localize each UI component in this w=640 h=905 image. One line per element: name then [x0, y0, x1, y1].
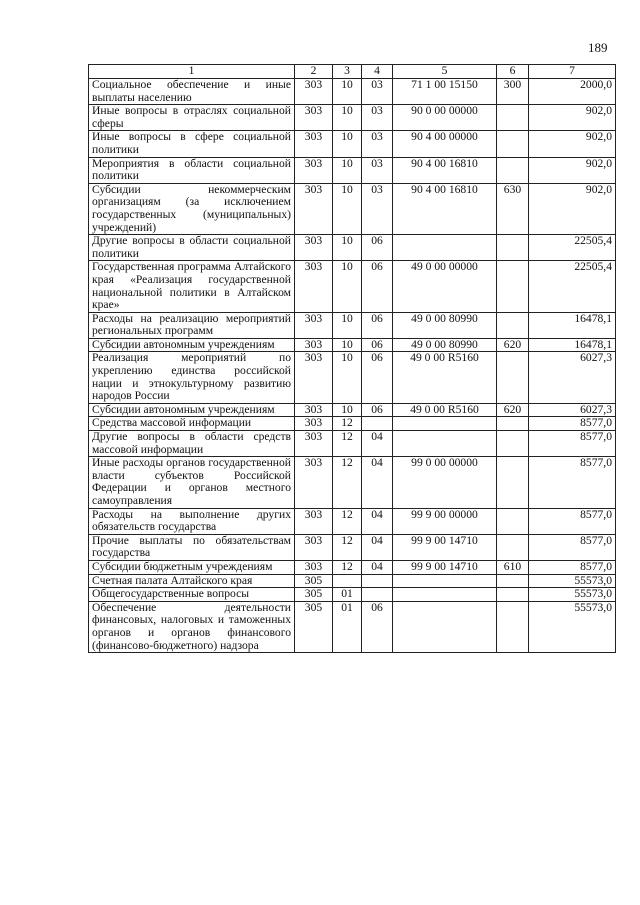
table-row	[89, 588, 616, 602]
row-name: Иные расходы органов государственной власти субъектов Российской Федерации и органов местного самоуправления	[89, 457, 295, 508]
row-code-6	[497, 105, 529, 131]
row-name: Мероприятия в области социальной политики	[89, 157, 295, 183]
row-code-2: 303	[295, 131, 333, 157]
row-name: Другие вопросы в области средств массовой информации	[89, 431, 295, 457]
row-code-3: 01	[333, 588, 362, 602]
row-code-3: 10	[333, 312, 362, 338]
row-code-3: 10	[333, 403, 362, 417]
row-code-6	[497, 417, 529, 431]
row-amount: 8577,0	[529, 457, 616, 508]
row-code-3: 01	[333, 601, 362, 652]
row-amount: 6027,3	[529, 352, 616, 403]
row-code-5: 49 0 00 R5160	[393, 352, 497, 403]
row-code-4: 06	[362, 601, 393, 652]
row-code-5: 90 4 00 16810	[393, 183, 497, 234]
row-code-6: 630	[497, 183, 529, 234]
row-code-2: 303	[295, 261, 333, 312]
row-name: Государственная программа Алтайского края «Реализация государственной национальной политики в Алтайском крае»	[89, 261, 295, 312]
row-code-5	[393, 235, 497, 261]
row-code-4	[362, 417, 393, 431]
row-code-2: 303	[295, 235, 333, 261]
row-code-2: 303	[295, 508, 333, 534]
row-amount: 8577,0	[529, 508, 616, 534]
row-code-6	[497, 457, 529, 508]
column-header: 7	[529, 65, 616, 79]
row-name: Социальное обеспечение и иные выплаты населению	[89, 79, 295, 105]
row-code-2: 303	[295, 560, 333, 574]
row-code-5	[393, 601, 497, 652]
row-code-3: 10	[333, 352, 362, 403]
row-amount: 902,0	[529, 105, 616, 131]
row-name: Иные вопросы в сфере социальной политики	[89, 131, 295, 157]
row-code-4: 06	[362, 261, 393, 312]
row-code-4: 03	[362, 105, 393, 131]
row-code-5: 49 0 00 R5160	[393, 403, 497, 417]
row-amount: 22505,4	[529, 261, 616, 312]
row-code-3: 10	[333, 105, 362, 131]
row-code-4: 06	[362, 235, 393, 261]
row-code-5: 49 0 00 00000	[393, 261, 497, 312]
row-amount: 16478,1	[529, 312, 616, 338]
row-code-2: 305	[295, 588, 333, 602]
row-code-4: 04	[362, 508, 393, 534]
row-name: Общегосударственные вопросы	[89, 588, 295, 602]
row-code-3: 12	[333, 534, 362, 560]
row-code-3: 10	[333, 235, 362, 261]
column-header: 3	[333, 65, 362, 79]
table-row	[89, 508, 616, 534]
row-code-6	[497, 508, 529, 534]
row-amount: 902,0	[529, 157, 616, 183]
table-row	[89, 338, 616, 352]
row-code-4	[362, 574, 393, 588]
row-code-5	[393, 417, 497, 431]
column-header: 6	[497, 65, 529, 79]
row-code-3: 10	[333, 261, 362, 312]
row-code-6	[497, 352, 529, 403]
row-amount: 6027,3	[529, 403, 616, 417]
row-code-3: 12	[333, 417, 362, 431]
row-code-4: 04	[362, 431, 393, 457]
row-name: Расходы на выполнение других обязательств государства	[89, 508, 295, 534]
row-code-2: 303	[295, 534, 333, 560]
row-code-2: 305	[295, 574, 333, 588]
row-amount: 902,0	[529, 131, 616, 157]
table-row	[89, 601, 616, 652]
table-row	[89, 261, 616, 312]
row-code-6	[497, 574, 529, 588]
row-code-2: 303	[295, 352, 333, 403]
row-name: Субсидии некоммерческим организациям (за исключением государственных (муниципальных) учреждений)	[89, 183, 295, 234]
row-name: Счетная палата Алтайского края	[89, 574, 295, 588]
table-header-row	[89, 65, 616, 79]
row-code-3: 10	[333, 131, 362, 157]
row-code-6	[497, 601, 529, 652]
table-row	[89, 183, 616, 234]
row-code-5: 49 0 00 80990	[393, 338, 497, 352]
row-code-2: 303	[295, 157, 333, 183]
table-row	[89, 431, 616, 457]
table-row	[89, 534, 616, 560]
row-code-5	[393, 431, 497, 457]
row-amount: 8577,0	[529, 417, 616, 431]
row-code-4: 03	[362, 183, 393, 234]
row-code-6: 620	[497, 338, 529, 352]
row-code-5: 99 9 00 00000	[393, 508, 497, 534]
table-row	[89, 457, 616, 508]
table-body	[89, 79, 616, 653]
row-code-4: 03	[362, 79, 393, 105]
row-amount: 22505,4	[529, 235, 616, 261]
row-code-2: 303	[295, 183, 333, 234]
row-code-6: 620	[497, 403, 529, 417]
row-code-4: 03	[362, 157, 393, 183]
row-code-5: 99 9 00 14710	[393, 534, 497, 560]
table-row	[89, 352, 616, 403]
row-code-3: 12	[333, 457, 362, 508]
row-code-5: 99 0 00 00000	[393, 457, 497, 508]
row-name: Субсидии бюджетным учреждениям	[89, 560, 295, 574]
row-name: Обеспечение деятельности финансовых, налоговых и таможенных органов и органов финансового (финансово-бюджетного) надзора	[89, 601, 295, 652]
table-row	[89, 131, 616, 157]
row-code-3: 10	[333, 157, 362, 183]
table-row	[89, 105, 616, 131]
budget-table	[88, 64, 616, 653]
row-code-6	[497, 431, 529, 457]
row-code-6	[497, 588, 529, 602]
row-code-4: 03	[362, 131, 393, 157]
row-amount: 55573,0	[529, 601, 616, 652]
row-code-5: 90 4 00 00000	[393, 131, 497, 157]
row-code-4: 04	[362, 457, 393, 508]
row-code-5	[393, 588, 497, 602]
table-row	[89, 79, 616, 105]
row-amount: 55573,0	[529, 574, 616, 588]
row-code-2: 303	[295, 312, 333, 338]
row-code-3: 12	[333, 560, 362, 574]
row-code-5: 71 1 00 15150	[393, 79, 497, 105]
table-row	[89, 403, 616, 417]
row-code-5: 49 0 00 80990	[393, 312, 497, 338]
row-code-4: 06	[362, 312, 393, 338]
row-code-6: 300	[497, 79, 529, 105]
row-code-2: 303	[295, 417, 333, 431]
row-code-6	[497, 157, 529, 183]
row-code-2: 303	[295, 79, 333, 105]
row-code-4: 04	[362, 534, 393, 560]
row-name: Средства массовой информации	[89, 417, 295, 431]
row-code-2: 303	[295, 403, 333, 417]
column-header: 1	[89, 65, 295, 79]
row-name: Субсидии автономным учреждениям	[89, 403, 295, 417]
row-code-2: 303	[295, 105, 333, 131]
column-header: 2	[295, 65, 333, 79]
row-amount: 16478,1	[529, 338, 616, 352]
row-code-3: 12	[333, 508, 362, 534]
row-code-6: 610	[497, 560, 529, 574]
row-code-5: 99 9 00 14710	[393, 560, 497, 574]
row-code-5: 90 4 00 16810	[393, 157, 497, 183]
row-code-6	[497, 312, 529, 338]
row-name: Расходы на реализацию мероприятий региональных программ	[89, 312, 295, 338]
row-code-3: 10	[333, 338, 362, 352]
row-amount: 2000,0	[529, 79, 616, 105]
row-code-4: 06	[362, 403, 393, 417]
row-code-3: 12	[333, 431, 362, 457]
row-code-4: 04	[362, 560, 393, 574]
row-amount: 902,0	[529, 183, 616, 234]
column-header: 4	[362, 65, 393, 79]
row-code-2: 303	[295, 338, 333, 352]
row-amount: 55573,0	[529, 588, 616, 602]
table-row	[89, 235, 616, 261]
row-code-6	[497, 261, 529, 312]
row-code-4	[362, 588, 393, 602]
row-code-2: 305	[295, 601, 333, 652]
row-code-5	[393, 574, 497, 588]
row-name: Субсидии автономным учреждениям	[89, 338, 295, 352]
row-code-6	[497, 131, 529, 157]
row-name: Иные вопросы в отраслях социальной сферы	[89, 105, 295, 131]
row-code-4: 06	[362, 352, 393, 403]
row-name: Прочие выплаты по обязательствам государства	[89, 534, 295, 560]
row-code-6	[497, 235, 529, 261]
row-code-2: 303	[295, 457, 333, 508]
row-amount: 8577,0	[529, 560, 616, 574]
row-code-2: 303	[295, 431, 333, 457]
table-row	[89, 417, 616, 431]
table-row	[89, 574, 616, 588]
row-code-3	[333, 574, 362, 588]
row-code-4: 06	[362, 338, 393, 352]
row-code-3: 10	[333, 183, 362, 234]
row-code-5: 90 0 00 00000	[393, 105, 497, 131]
table-row	[89, 312, 616, 338]
row-amount: 8577,0	[529, 431, 616, 457]
row-code-3: 10	[333, 79, 362, 105]
table-row	[89, 157, 616, 183]
row-amount: 8577,0	[529, 534, 616, 560]
row-name: Другие вопросы в области социальной политики	[89, 235, 295, 261]
column-header: 5	[393, 65, 497, 79]
table-row	[89, 560, 616, 574]
page-number: 189	[588, 40, 608, 55]
row-code-6	[497, 534, 529, 560]
row-name: Реализация мероприятий по укреплению единства российской нации и этнокультурному развитию народов России	[89, 352, 295, 403]
